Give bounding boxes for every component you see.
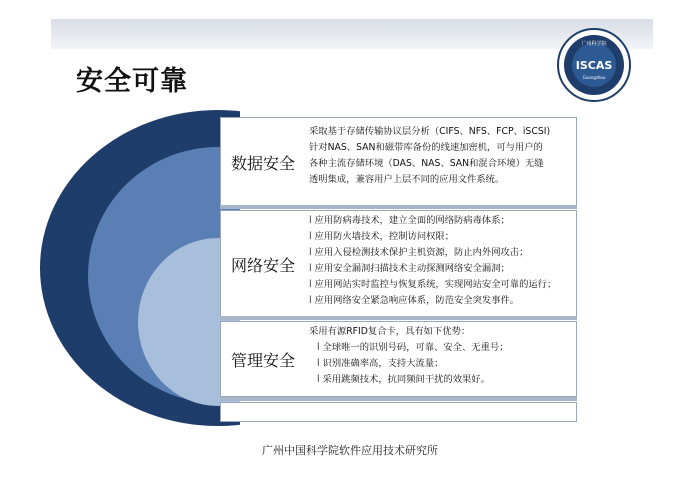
text-line: 针对NAS、SAN和磁带库备份的线速加密机，可与用户的 [309,142,543,153]
section-label: 管理安全 [230,350,295,370]
section-text [309,213,570,309]
section-management-security [220,321,577,397]
text-line: 采取基于存储传输协议层分析（CIFS、NFS、FCP、iSCSI) [309,126,551,137]
text-line: 透明集成，兼容用户上层不同的应用文件系统。 [309,174,505,185]
separator [220,205,577,209]
separator [220,397,577,401]
footer-text: 广州中国科学院软件应用技术研究所 [262,444,438,457]
logo-sub-text: Guangzhou [582,75,606,80]
text-line: 采用有源RFID复合卡，具有如下优势： [309,326,471,337]
list-item: l 应用安全漏洞扫描技术主动探测网络安全漏洞； [309,261,570,277]
list-item: l 应用网站实时监控与恢复系统，实现网站安全可靠的运行； [309,277,570,293]
logo-top-text: 广州科学院 [581,41,607,47]
list-item: l 识别准确率高，支持大流量； [309,356,570,372]
section-text [309,124,570,188]
list-item: l 应用网络安全紧急响应体系，防范安全突发事件。 [309,293,570,309]
logo-text: ISCAS [575,59,613,72]
section-label: 网络安全 [230,255,295,275]
separator [220,316,577,320]
text-line: 各种主流存储环境（DAS、NAS、SAN和混合环境）无缝 [309,158,544,169]
list-item: l 应用入侵检测技术保护主机资源，防止内外网攻击； [309,245,570,261]
bottom-bar [220,402,577,422]
list-item: l 采用跳频技术，抗同频间干扰的效果好。 [309,372,570,388]
list-item: l 全球唯一的识别号码，可靠、安全、无重号； [309,340,570,356]
section-network-security [220,210,577,318]
section-text [309,324,570,388]
list-item: l 应用防火墙技术，控制访问权限； [309,229,570,245]
list-item: l 应用防病毒技术，建立全面的网络防病毒体系； [309,213,570,229]
section-data-security [220,117,577,207]
slide-title: 安全可靠 [76,66,188,97]
section-label: 数据安全 [230,153,295,173]
